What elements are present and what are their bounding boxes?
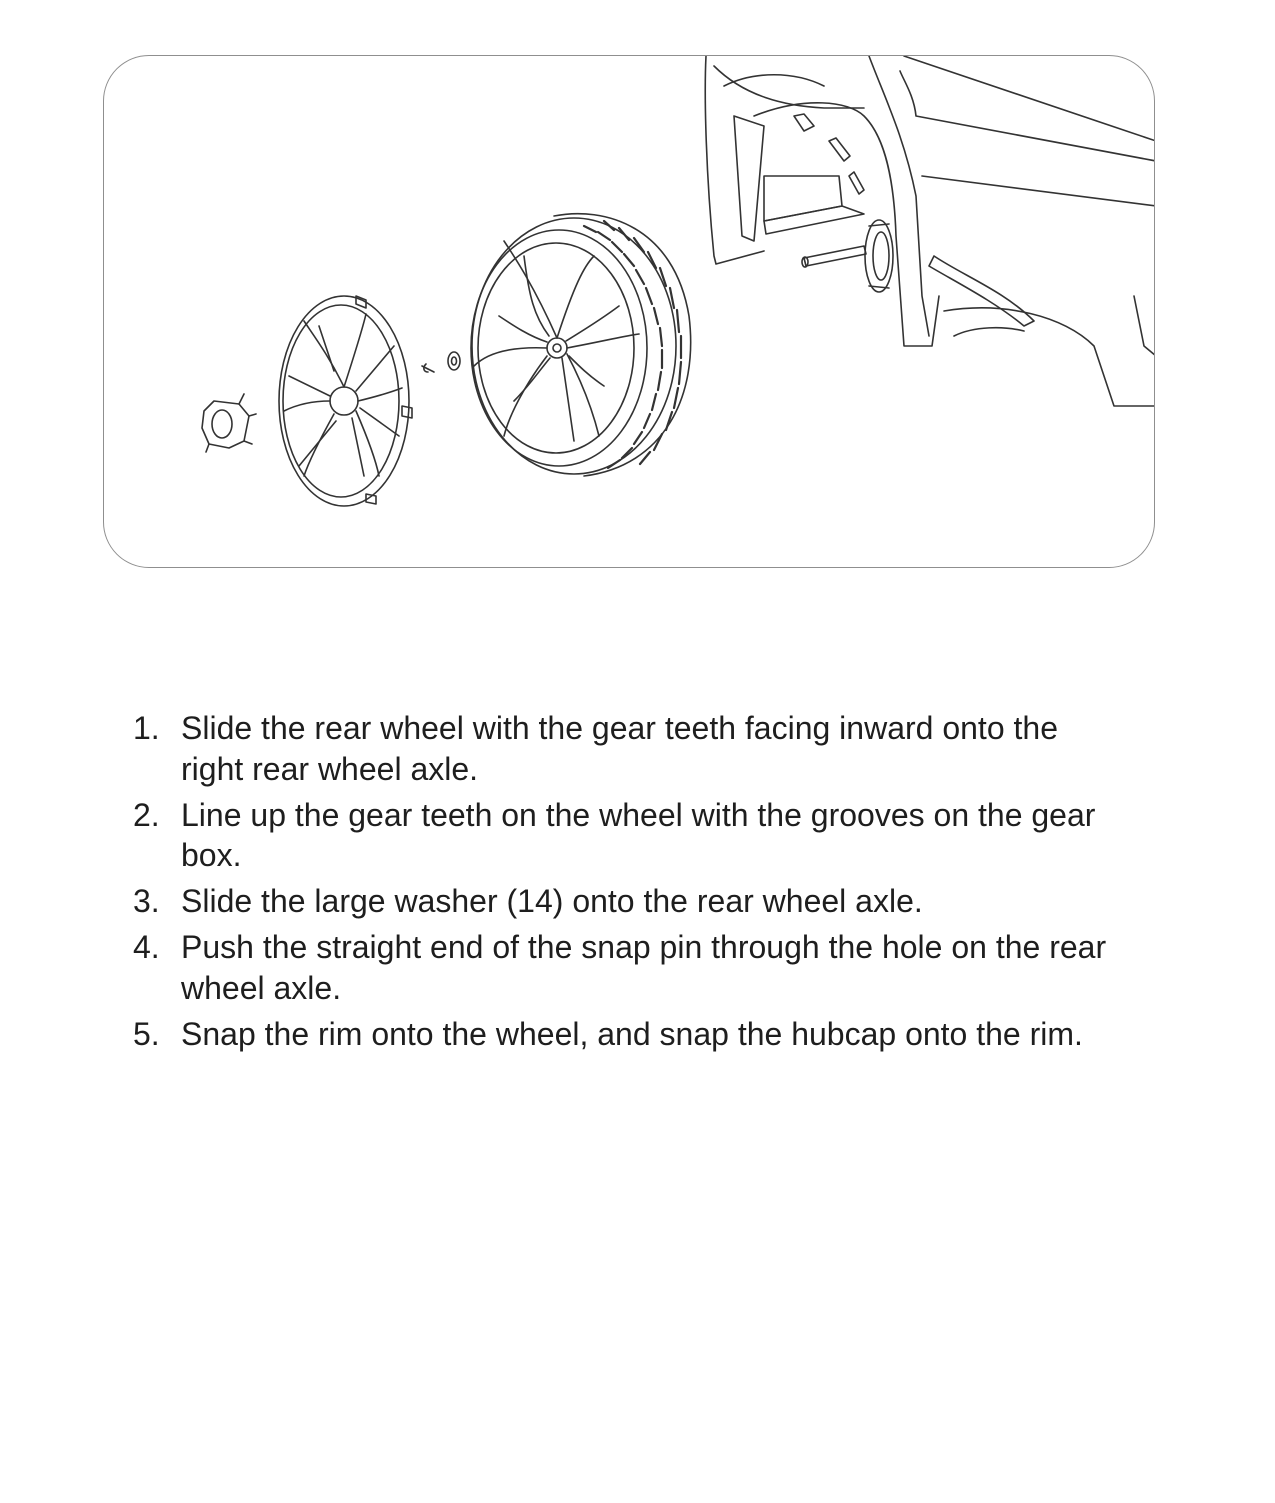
step-item (133, 795, 1123, 876)
car-body-rear (705, 56, 1155, 406)
step-text: Slide the rear wheel with the gear teeth facing inward onto the right rear wheel axle. (181, 710, 1058, 787)
step-item (133, 1014, 1123, 1055)
step-number: 5. (133, 1015, 160, 1052)
step-number: 1. (133, 710, 160, 746)
step-number: 3. (133, 883, 160, 919)
step-number: 2. (133, 796, 160, 833)
step-text: Push the straight end of the snap pin through the hole on the rear wheel axle. (181, 929, 1107, 1006)
hubcap (202, 394, 256, 452)
assembly-steps (133, 708, 1123, 1060)
step-number: 4. (133, 929, 160, 965)
snap-pin (422, 364, 434, 372)
step-item (133, 927, 1123, 1008)
rear-wheel-axle (802, 220, 893, 292)
step-text: Slide the large washer (14) onto the rear wheel axle. (181, 883, 923, 919)
large-washer (448, 352, 460, 370)
step-item (133, 881, 1123, 922)
assembly-diagram (103, 55, 1155, 568)
step-text: Snap the rim onto the wheel, and snap the hubcap onto the rim. (181, 1015, 1083, 1052)
rear-wheel (471, 214, 691, 476)
step-text: Line up the gear teeth on the wheel with the grooves on the gear box. (181, 796, 1096, 873)
rim (279, 296, 412, 506)
step-item (133, 708, 1123, 789)
